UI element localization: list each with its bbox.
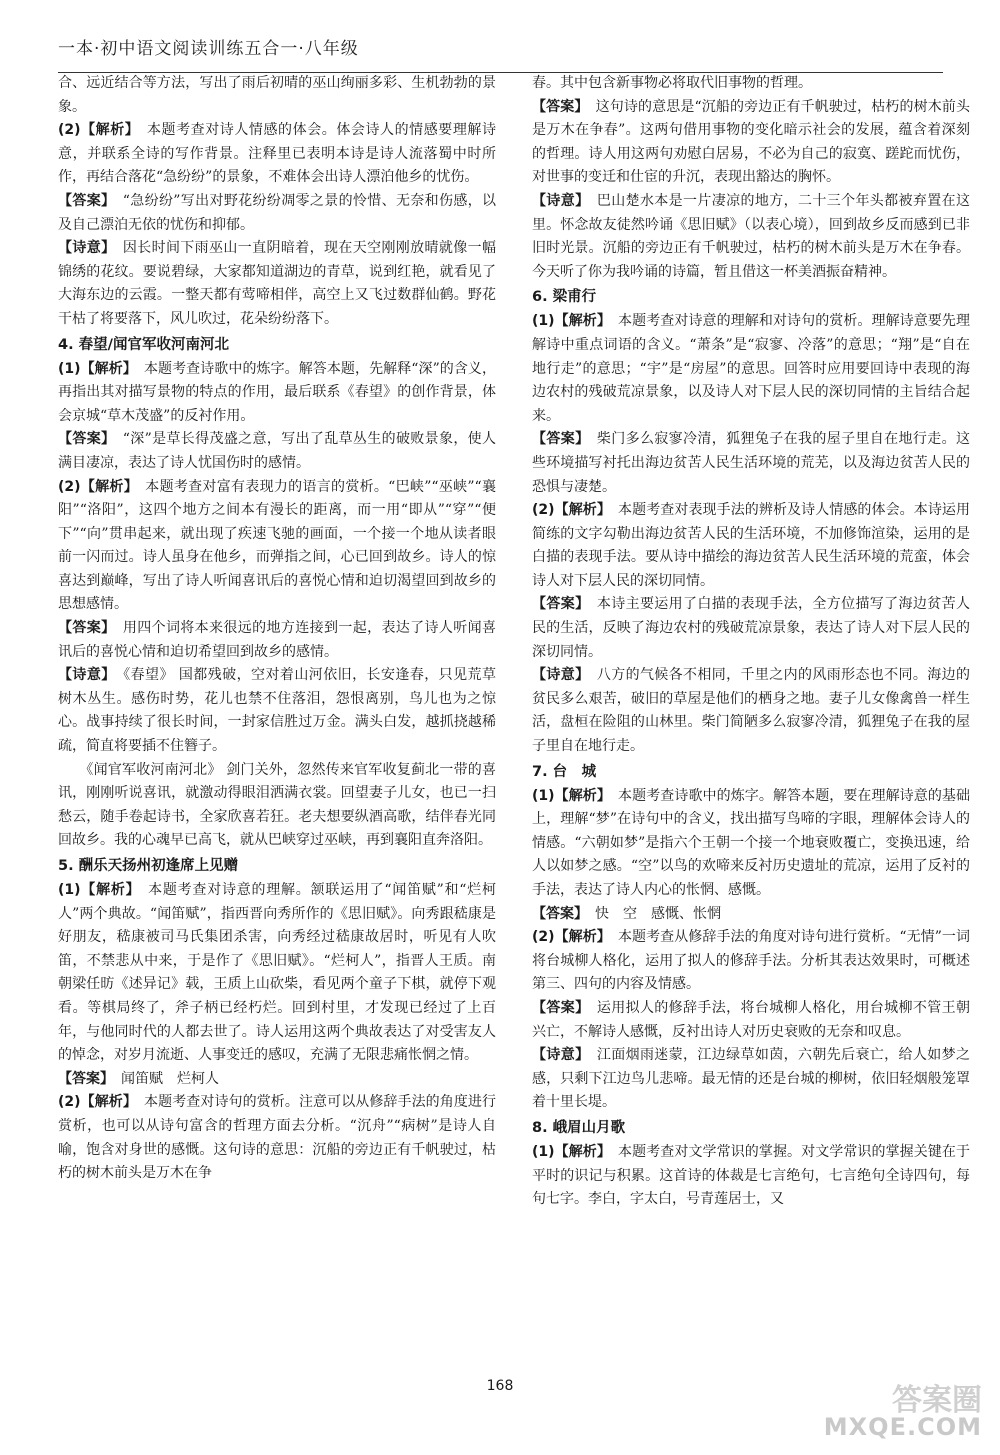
paragraph [58, 879, 496, 1068]
paragraph-tag: (1)【解析】 [532, 787, 604, 804]
paragraph-tag: (2)【解析】 [532, 502, 604, 519]
paragraph-text: 本题考查对富有表现力的语言的赏析。“巴峡”“巫峡”“襄阳”“洛阳”，这四个地方之间本有漫长的距离，而一用“即从”“穿”“便下”“向”贯串起来，就出现了疾速飞驰的画面，一个接一个地从读者眼前一闪而过。诗人虽身在他乡，而弹指之间，心已回到故乡。诗人的惊喜达到巅峰，写出了诗人听闻喜讯后的喜悦心情和迫切渴望回到故乡的思想感情。 [58, 478, 496, 613]
paragraph-text: 合、远近结合等方法，写出了雨后初晴的巫山绚丽多彩、生机勃勃的景象。 [58, 75, 496, 115]
paragraph-tag: (2)【解析】 [58, 122, 133, 139]
watermark-logo [823, 1373, 986, 1445]
paragraph [532, 310, 970, 428]
paragraph-text: 柴门多么寂寥冷清，狐狸兔子在我的屋子里自在地行走。这些环境描写衬托出海边贫苦人民生活环境的荒芜，以及海边贫苦人民的恐惧与凄楚。 [532, 431, 970, 495]
paragraph-tag: (2)【解析】 [532, 929, 604, 946]
paragraph-text: 本题考查对文学常识的掌握。对文学常识的掌握关键在于平时的识记与积累。这首诗的体裁是七言绝句，七言绝句全诗四句，每句七字。李白，字太白，号青莲居士，又 [532, 1143, 970, 1208]
paragraph [532, 96, 970, 190]
section-heading: 5. 酬乐天扬州初逢席上见赠 [58, 858, 239, 874]
paragraph-tag: 【答案】 [532, 98, 582, 115]
paragraph [58, 72, 496, 119]
paragraph-tag: (2)【解析】 [58, 1094, 130, 1111]
paragraph-tag: (1)【解析】 [58, 882, 134, 898]
paragraph-tag: (2)【解析】 [58, 478, 131, 495]
paragraph [532, 926, 970, 997]
paragraph [532, 903, 970, 927]
paragraph [532, 72, 970, 96]
left-column [58, 72, 496, 1372]
paragraph-text: 本题考查诗歌中的炼字。解答本题，要在理解诗意的基础上，理解“梦”在诗句中的含义，找出描写鸟啼的字眼，理解体会诗人的情感。“六朝如梦”是指六个王朝一个接一个地衰败覆亡，变换迅速，给人以如梦之感。“空”以鸟的欢啼来反衬历史遗址的荒凉，运用了反衬的手法，表达了诗人内心的怅惘、感慨。 [532, 787, 970, 898]
paragraph-text: 本题考查对诗意的理解。颔联运用了“闻笛赋”和“烂柯人”两个典故。“闻笛赋”，指西晋向秀所作的《思旧赋》。向秀跟嵇康是好朋友，嵇康被司马氏集团杀害，向秀经过嵇康故居时，听见有人吹笛，不禁悲从中来，于是作了《思旧赋》。“烂柯人”，指晋人王质。南朝梁任昉《述异记》载，王质上山砍柴，看见两个童子下棋，就停下观看。等棋局终了，斧子柄已经朽烂。回到村里，才发现已经过了上百年，与他同时代的人都去世了。诗人运用这两个典故表达了对受害友人的悼念，对岁月流逝、人事变迁的感叹，充满了无限悲痛怅惘之情。 [58, 882, 496, 1064]
paragraph [58, 1091, 496, 1185]
paragraph-text: 本题考查从修辞手法的角度对诗句进行赏析。“无情”一词将台城柳人格化，运用了拟人的修辞手法。分析其表达效果时，可概述第三、四句的内容及情感。 [532, 929, 970, 993]
paragraph [58, 664, 496, 758]
paragraph-text: 用四个词将本来很远的地方连接到一起，表达了诗人听闻喜讯后的喜悦心情和迫切希望回到故乡的感情。 [58, 620, 496, 660]
paragraph [532, 428, 970, 499]
paragraph [532, 593, 970, 664]
paragraph-text: 本题考查对表现手法的辨析及诗人情感的体会。本诗运用简练的文字勾勒出海边贫苦人民的生活环境，不加修饰渲染，运用的是白描的表现手法。要从诗中描绘的海边贫苦人民生活环境的荒蛮，体会诗人对下层人民的深切同情。 [532, 502, 970, 589]
paragraph-tag: 【答案】 [58, 192, 109, 209]
book-title: 一本·初中语文阅读训练五合一·八年级 [58, 39, 359, 59]
paragraph-text: 巴山楚水本是一片凄凉的地方，二十三个年头都被弃置在这里。怀念故友徒然吟诵《思旧赋》（以表心境），回到故乡反而感到已非旧时光景。沉船的旁边正有千帆驶过，枯朽的树木前头是万木在争春。今天听了你为我吟诵的诗篇，暂且借这一杯美酒振奋精神。 [532, 192, 970, 280]
paragraph-tag: 【诗意】 [532, 1047, 583, 1064]
paragraph-text: 闻笛赋 烂柯人 [121, 1070, 219, 1087]
paragraph [58, 476, 496, 618]
paragraph-tag: 【答案】 [58, 431, 109, 448]
paragraph-text: “急纷纷”写出对野花纷纷凋零之景的怜惜、无奈和伤感，以及自己漂泊无依的忧伤和抑郁。 [58, 192, 496, 233]
paragraph-text: 运用拟人的修辞手法，将台城柳人格化，用台城柳不管王朝兴亡，不解诗人感慨，反衬出诗人对历史衰败的无奈和叹息。 [532, 999, 970, 1040]
paragraph [58, 119, 496, 190]
paragraph-text: “深”是草长得茂盛之意，写出了乱草丛生的破败景象，使人满目凄凉，表达了诗人忧国伤时的感情。 [58, 431, 496, 471]
paragraph [532, 190, 970, 284]
paragraph-text: 本题考查诗歌中的炼字。解答本题，先解释“深”的含义，再指出其对描写景物的特点的作用，最后联系《春望》的创作背景，体会京城“草木茂盛”的反衬作用。 [58, 360, 496, 424]
paragraph-text: 本诗主要运用了白描的表现手法，全方位描写了海边贫苦人民的生活，反映了海边农村的残破荒凉景象，表达了诗人对下层人民的深切同情。 [532, 596, 970, 660]
section-heading: 8. 峨眉山月歌 [532, 1119, 626, 1136]
paragraph-tag: 【诗意】 [532, 667, 583, 684]
paragraph [58, 428, 496, 475]
paragraph [532, 499, 970, 593]
paragraph [58, 190, 496, 237]
watermark-text: MXQE.COM [823, 1413, 982, 1441]
paragraph-text: 春。其中包含新事物必将取代旧事物的哲理。 [532, 75, 812, 91]
paragraph-text: 江面烟雨迷蒙，江边绿草如茵，六朝先后衰亡，给人如梦之感，只剩下江边鸟儿悲啼。最无情的还是台城的柳树，依旧轻烟般笼罩着十里长堤。 [532, 1047, 970, 1111]
paragraph-text: 八方的气候各不相同，千里之内的风雨形态也不同。海边的贫民多么艰苦，破旧的草屋是他们的栖身之地。妻子儿女像禽兽一样生活，盘桓在险阻的山林里。柴门简陋多么寂寥冷清，狐狸兔子在我的屋子里自在地行走。 [532, 667, 970, 755]
page-number: 168 [486, 1378, 514, 1394]
paragraph [532, 997, 970, 1044]
paragraph [532, 785, 970, 903]
section-heading: 6. 梁甫行 [532, 289, 597, 306]
paragraph-tag: 【答案】 [58, 1070, 107, 1087]
paragraph [58, 358, 496, 429]
paragraph [58, 237, 496, 331]
paragraph-tag: (1)【解析】 [532, 313, 604, 330]
section-heading: 4. 春望/闻官军收河南河北 [58, 336, 229, 353]
paragraph-text: 本题考查对诗意的理解和对诗句的赏析。理解诗意要先理解诗中重点词语的含义。“萧条”是“寂寥、冷落”的意思；“翔”是“自在地行走”的意思；“宇”是“房屋”的意思。回答时应用要回诗中表现的海边农村的残破荒凉景象，以及诗人对下层人民的深切同情的主旨结合起来。 [532, 313, 970, 424]
paragraph-text: 本题考查对诗句的赏析。注意可以从修辞手法的角度进行赏析，也可以从诗句富含的哲理方面去分析。“沉舟”“病树”是诗人自喻，饱含对身世的感慨。这句诗的意思：沉船的旁边正有千帆驶过，枯朽的树木前头是万木在争 [58, 1094, 496, 1182]
paragraph [532, 1141, 970, 1212]
paragraph-tag: 【诗意】 [58, 667, 109, 684]
right-column [532, 72, 970, 1372]
watermark-glyphs: 答案圈 [892, 1383, 982, 1418]
paragraph-text: 本题考查对诗人情感的体会。体会诗人的情感要理解诗意，并联系全诗的写作背景。注释里已表明本诗是诗人流落蜀中时所作，再结合落花“急纷纷”的景象，不难体会出诗人漂泊他乡的忧伤。 [58, 122, 496, 186]
paragraph-tag: (1)【解析】 [58, 360, 130, 377]
paragraph-tag: 【答案】 [532, 999, 583, 1016]
paragraph-tag: 【诗意】 [58, 240, 109, 257]
paragraph-text: 《春望》 国都残破，空对着山河依旧，长安逢春，只见荒草树木丛生。感伤时势，花儿也禁不住落泪，怨恨离别，鸟儿也为之惊心。战事持续了很长时间，一封家信胜过万金。满头白发，越抓挠越稀疏，简直将要插不住簪子。 [58, 667, 496, 755]
paragraph-text: 快 空 感慨、怅惘 [595, 905, 721, 922]
paragraph-tag: (1)【解析】 [532, 1143, 604, 1160]
paragraph-tag: 【答案】 [532, 431, 583, 448]
paragraph-text: 《闻官军收河南河北》 剑门关外，忽然传来官军收复蓟北一带的喜讯，刚刚听说喜讯，就激动得眼泪洒满衣裳。回望妻子儿女，也已一扫愁云，随手卷起诗书，全家欣喜若狂。老夫想要纵酒高歌，结伴春光同回故乡。我的心魂早已高飞，就从巴峡穿过巫峡，再到襄阳直奔洛阳。 [58, 761, 496, 849]
paragraph [532, 664, 970, 758]
paragraph-tag: 【答案】 [532, 905, 581, 922]
paragraph [58, 617, 496, 664]
paragraph-text: 因长时间下雨巫山一直阴暗着，现在天空刚刚放晴就像一幅锦绣的花纹。要说碧绿，大家都知道湖边的青草，说到红艳，就看见了大海东边的云霞。一整天都有莺啼相伴，高空上又飞过数群仙鹤。野花干枯了将要落下，风儿吹过，花朵纷纷落下。 [58, 240, 496, 327]
paragraph-text: 这句诗的意思是“沉船的旁边正有千帆驶过，枯朽的树木前头是万木在争春”。这两句借用事物的变化暗示社会的发展，蕴含着深刻的哲理。诗人用这两句劝慰白居易，不必为自己的寂寞、蹉跎而忧伤，对世事的变迁和仕宦的升沉，表现出豁达的胸怀。 [532, 98, 970, 186]
paragraph-tag: 【答案】 [58, 620, 109, 637]
paragraph-tag: 【诗意】 [532, 192, 583, 209]
paragraph [532, 1044, 970, 1115]
section-heading: 7. 台 城 [532, 763, 597, 780]
paragraph [58, 759, 496, 853]
running-header [58, 28, 943, 73]
paragraph [58, 1068, 496, 1092]
paragraph-tag: 【答案】 [532, 596, 583, 613]
